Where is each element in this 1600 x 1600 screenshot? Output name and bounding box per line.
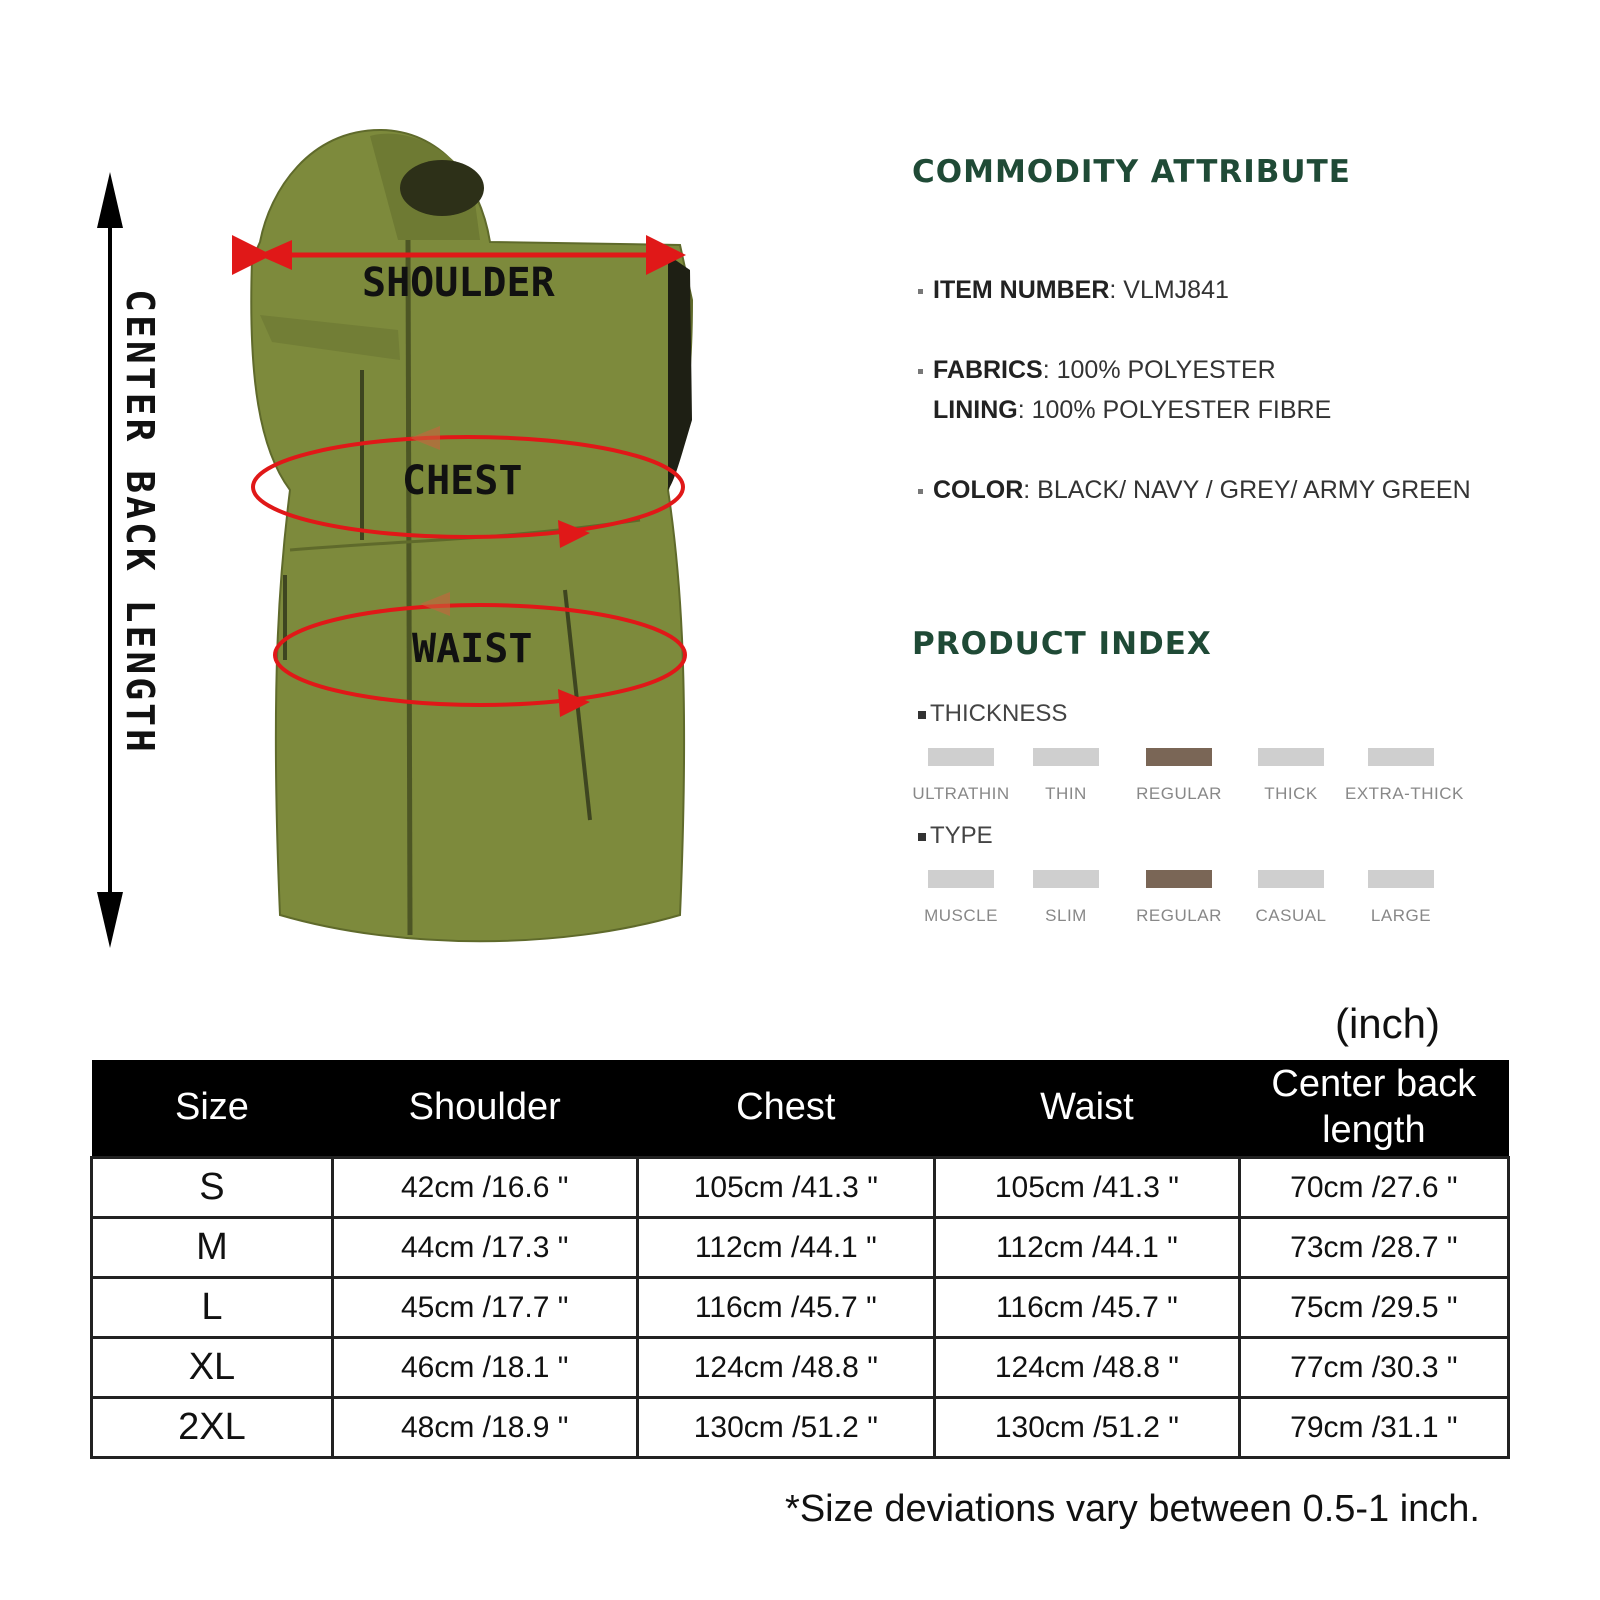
thickness-option-label: THICK bbox=[1264, 784, 1318, 803]
type-title: TYPE bbox=[918, 822, 993, 850]
size-cell: 2XL bbox=[92, 1398, 333, 1458]
square-bullet-icon bbox=[918, 711, 926, 719]
item-number-key: ITEM NUMBER bbox=[933, 276, 1110, 304]
type-option-label: MUSCLE bbox=[924, 906, 998, 925]
measurement-cell: 124cm /48.8 " bbox=[935, 1338, 1240, 1398]
size-cell: S bbox=[92, 1158, 333, 1218]
measurement-cell: 130cm /51.2 " bbox=[637, 1398, 935, 1458]
color-value: : BLACK/ NAVY / GREY/ ARMY GREEN bbox=[1023, 476, 1471, 504]
measurement-cell: 75cm /29.5 " bbox=[1239, 1278, 1508, 1338]
thickness-option-thin bbox=[1010, 748, 1122, 804]
type-bar bbox=[928, 870, 994, 888]
thickness-bar bbox=[928, 748, 994, 766]
measurement-cell: 112cm /44.1 " bbox=[637, 1218, 935, 1278]
color-key: COLOR bbox=[933, 476, 1024, 504]
center-back-length-label: CENTER BACK LENGTH bbox=[118, 289, 162, 755]
commodity-attribute-title: COMMODITY ATTRIBUTE bbox=[912, 154, 1351, 190]
thickness-bar bbox=[1258, 748, 1324, 766]
measurement-cell: 124cm /48.8 " bbox=[637, 1338, 935, 1398]
type-scale bbox=[905, 870, 1465, 930]
measurement-cell: 42cm /16.6 " bbox=[332, 1158, 637, 1218]
square-bullet-icon bbox=[918, 833, 926, 841]
item-number-row bbox=[918, 276, 1229, 305]
thickness-scale bbox=[905, 748, 1465, 808]
table-row bbox=[92, 1338, 1509, 1398]
product-index-title: PRODUCT INDEX bbox=[912, 626, 1212, 662]
shoulder-label: SHOULDER bbox=[362, 260, 555, 306]
thickness-option-label: THIN bbox=[1045, 784, 1087, 803]
unit-label: (inch) bbox=[1334, 1000, 1440, 1047]
fabrics-row bbox=[918, 356, 1276, 385]
size-cell: L bbox=[92, 1278, 333, 1338]
header-center-back-length: Center back length bbox=[1239, 1060, 1508, 1158]
type-bar bbox=[1033, 870, 1099, 888]
size-chart-table bbox=[90, 1060, 1510, 1459]
type-option-muscle bbox=[905, 870, 1017, 926]
size-cell: M bbox=[92, 1218, 333, 1278]
header-waist: Waist bbox=[935, 1060, 1240, 1158]
waist-label: WAIST bbox=[412, 626, 533, 672]
measurement-cell: 116cm /45.7 " bbox=[637, 1278, 935, 1338]
thickness-option-label: REGULAR bbox=[1136, 784, 1222, 803]
size-cell: XL bbox=[92, 1338, 333, 1398]
header-shoulder: Shoulder bbox=[332, 1060, 637, 1158]
measurement-cell: 46cm /18.1 " bbox=[332, 1338, 637, 1398]
header-size: Size bbox=[92, 1060, 333, 1158]
thickness-option-ultrathin bbox=[905, 748, 1017, 804]
lining-row bbox=[933, 396, 1331, 425]
type-option-label: LARGE bbox=[1370, 906, 1432, 925]
measurement-cell: 73cm /28.7 " bbox=[1239, 1218, 1508, 1278]
measurement-cell: 48cm /18.9 " bbox=[332, 1398, 637, 1458]
chest-label: CHEST bbox=[402, 458, 523, 504]
type-option-slim bbox=[1010, 870, 1122, 926]
measurement-cell: 105cm /41.3 " bbox=[935, 1158, 1240, 1218]
lining-value: : 100% POLYESTER FIBRE bbox=[1017, 396, 1332, 424]
type-option-label: SLIM bbox=[1045, 906, 1087, 925]
measurement-cell: 116cm /45.7 " bbox=[935, 1278, 1240, 1338]
table-row bbox=[92, 1398, 1509, 1458]
thickness-option-regular bbox=[1123, 748, 1235, 804]
table-header-row bbox=[92, 1060, 1509, 1158]
fabrics-key: FABRICS bbox=[933, 356, 1043, 384]
type-option-casual bbox=[1235, 870, 1347, 926]
measurement-cell: 70cm /27.6 " bbox=[1239, 1158, 1508, 1218]
thickness-bar bbox=[1033, 748, 1099, 766]
bullet-icon bbox=[918, 369, 923, 374]
measurement-cell: 77cm /30.3 " bbox=[1239, 1338, 1508, 1398]
lining-key: LINING bbox=[933, 396, 1018, 424]
table-row bbox=[92, 1158, 1509, 1218]
measurement-cell: 45cm /17.7 " bbox=[332, 1278, 637, 1338]
thickness-option-label: EXTRA-THICK bbox=[1345, 784, 1464, 803]
item-number-value: : VLMJ841 bbox=[1109, 276, 1229, 304]
vest-measurement-figure bbox=[80, 120, 740, 980]
thickness-bar bbox=[1146, 748, 1212, 766]
type-option-large bbox=[1345, 870, 1457, 926]
type-bar bbox=[1146, 870, 1212, 888]
fabrics-value: : 100% POLYESTER bbox=[1042, 356, 1276, 384]
type-bar bbox=[1368, 870, 1434, 888]
color-row bbox=[918, 476, 1471, 505]
bullet-icon bbox=[918, 489, 923, 494]
header-chest: Chest bbox=[637, 1060, 935, 1158]
measurement-cell: 44cm /17.3 " bbox=[332, 1218, 637, 1278]
thickness-bar bbox=[1368, 748, 1434, 766]
thickness-title: THICKNESS bbox=[918, 700, 1067, 728]
bullet-icon bbox=[918, 289, 923, 294]
measurement-cell: 112cm /44.1 " bbox=[935, 1218, 1240, 1278]
measurement-cell: 105cm /41.3 " bbox=[637, 1158, 935, 1218]
vest-illustration bbox=[80, 120, 740, 980]
type-option-label: CASUAL bbox=[1255, 906, 1327, 925]
type-bar bbox=[1258, 870, 1324, 888]
table-row bbox=[92, 1218, 1509, 1278]
measurement-cell: 79cm /31.1 " bbox=[1239, 1398, 1508, 1458]
table-row bbox=[92, 1278, 1509, 1338]
thickness-option-extra-thick bbox=[1345, 748, 1464, 804]
thickness-option-thick bbox=[1235, 748, 1347, 804]
type-option-regular bbox=[1123, 870, 1235, 926]
type-option-label: REGULAR bbox=[1136, 906, 1222, 925]
size-deviation-note: *Size deviations vary between 0.5-1 inch. bbox=[785, 1488, 1480, 1530]
thickness-option-label: ULTRATHIN bbox=[912, 784, 1010, 803]
arrow-head-down-icon bbox=[97, 892, 123, 948]
measurement-cell: 130cm /51.2 " bbox=[935, 1398, 1240, 1458]
